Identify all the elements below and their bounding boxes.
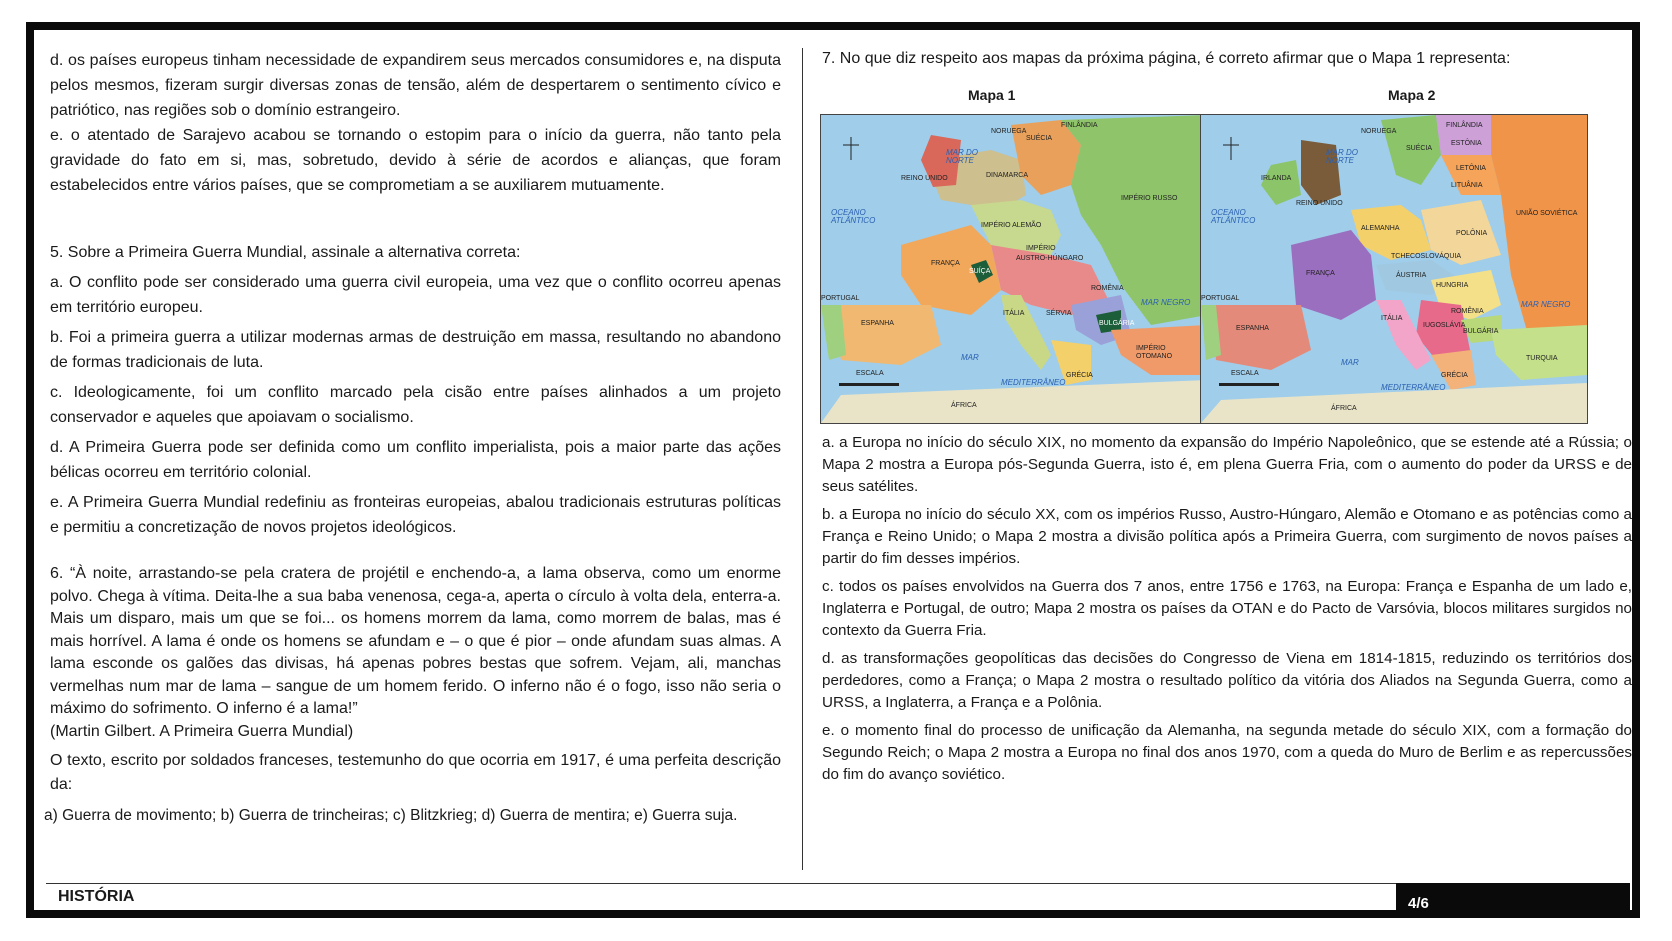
svg-text:ESTÔNIA: ESTÔNIA bbox=[1451, 140, 1482, 147]
svg-text:GRÉCIA: GRÉCIA bbox=[1441, 372, 1468, 379]
svg-text:PORTUGAL: PORTUGAL bbox=[821, 295, 860, 302]
svg-text:MEDITERRÂNEO: MEDITERRÂNEO bbox=[1001, 378, 1066, 387]
svg-text:MAR DO: MAR DO bbox=[946, 148, 978, 157]
q6-quote: 6. “À noite, arrastando-se pela cratera de projétil e enchendo-a, a lama observa, como um enorme polvo. Chega à vítima. Deita-lhe a sua baba venenosa, cega-a, aperta o círculo à volta dela, enterra-a. Mais um disparo, mais um que se foi... os homens morrem da lama, como morrem de balas, mas é mais horrível. A lama é onde os homens se afundam e – o que é pior – onde afundam suas almas. A lama esconde os galões das divisas, há apenas pobres bestas que sofrem. Vejam, ali, manchas vermelhas num mar de lama – sangue de um homem ferido. O inferno não é o fogo, isso não seria o máximo do sofrimento. O inferno é a lama!” bbox=[50, 565, 781, 717]
svg-text:MAR DO: MAR DO bbox=[1326, 148, 1358, 157]
q7-option-e: e. o momento final do processo de unificação da Alemanha, na segunda metade do século XIX, com a formação do Segundo Reich; o Mapa 2 mostra a Europa no final dos anos 1970, com a queda do Muro de Berlim e as repercussões do fim do avanço soviético. bbox=[822, 722, 1632, 783]
map1-title: Mapa 1 bbox=[968, 87, 1016, 103]
page-number-box bbox=[1396, 883, 1630, 918]
page-number: 4/6 bbox=[1408, 895, 1429, 912]
q5-option-a: a. O conflito pode ser considerado uma guerra civil europeia, uma vez que o conflito ocorreu apenas em território europeu. bbox=[50, 274, 781, 316]
svg-text:REINO UNIDO: REINO UNIDO bbox=[901, 175, 948, 182]
svg-text:TCHECOSLOVÁQUIA: TCHECOSLOVÁQUIA bbox=[1391, 253, 1462, 260]
svg-text:ALEMANHA: ALEMANHA bbox=[1361, 225, 1400, 232]
svg-text:OCEANO: OCEANO bbox=[831, 208, 866, 217]
svg-text:TURQUIA: TURQUIA bbox=[1526, 355, 1558, 362]
right-column bbox=[822, 48, 1632, 792]
svg-text:MEDITERRÂNEO: MEDITERRÂNEO bbox=[1381, 383, 1446, 392]
svg-text:LITUÂNIA: LITUÂNIA bbox=[1451, 182, 1483, 189]
svg-text:FRANÇA: FRANÇA bbox=[1306, 270, 1335, 277]
svg-text:BULGÁRIA: BULGÁRIA bbox=[1463, 328, 1499, 335]
svg-text:POLÔNIA: POLÔNIA bbox=[1456, 230, 1488, 237]
svg-text:ESCALA: ESCALA bbox=[1231, 370, 1259, 377]
svg-text:LETÔNIA: LETÔNIA bbox=[1456, 165, 1486, 172]
svg-text:ITÁLIA: ITÁLIA bbox=[1381, 315, 1403, 322]
svg-text:REINO UNIDO: REINO UNIDO bbox=[1296, 200, 1343, 207]
maps-container bbox=[820, 84, 1632, 432]
svg-text:GRÉCIA: GRÉCIA bbox=[1066, 372, 1093, 379]
map2-title: Mapa 2 bbox=[1388, 87, 1436, 103]
svg-text:NORUEGA: NORUEGA bbox=[991, 128, 1027, 135]
q7-option-d: d. as transformações geopolíticas das decisões do Congresso de Viena em 1814-1815, reduzindo os territórios dos perdedores, como a França; o Mapa 2 mostra o resultado político da vitória dos Aliados na Segunda Guerra, como a URSS, a Inglaterra, a França e a Polônia. bbox=[822, 650, 1632, 711]
svg-text:ESPANHA: ESPANHA bbox=[1236, 325, 1269, 332]
svg-text:SUÍÇA: SUÍÇA bbox=[969, 268, 991, 275]
svg-text:ATLÂNTICO: ATLÂNTICO bbox=[1211, 216, 1256, 225]
svg-text:HUNGRIA: HUNGRIA bbox=[1436, 282, 1469, 289]
q5-option-d: d. A Primeira Guerra pode ser definida como um conflito imperialista, pois a maior parte das ações bélicas ocorreu em território colonial. bbox=[50, 439, 781, 481]
svg-text:SÉRVIA: SÉRVIA bbox=[1046, 310, 1072, 317]
q4-option-e: e. o atentado de Sarajevo acabou se tornando o estopim para o início da guerra, não tanto pela gravidade do fato em si, mas, sobretudo, devido à série de acordos e alianças, que foram estabelecidos entre vários países, que se comprometiam a se auxiliarem mutuamente. bbox=[50, 127, 781, 194]
map2-image bbox=[1200, 114, 1588, 424]
svg-text:FINLÂNDIA: FINLÂNDIA bbox=[1061, 122, 1098, 129]
q6-source: (Martin Gilbert. A Primeira Guerra Mundial) bbox=[50, 722, 354, 740]
svg-text:IRLANDA: IRLANDA bbox=[1261, 175, 1292, 182]
svg-text:MAR NEGRO: MAR NEGRO bbox=[1141, 298, 1191, 307]
footer-divider bbox=[46, 883, 1396, 884]
svg-text:OTOMANO: OTOMANO bbox=[1136, 353, 1173, 360]
svg-text:ESPANHA: ESPANHA bbox=[861, 320, 894, 327]
svg-text:AUSTRO-HÚNGARO: AUSTRO-HÚNGARO bbox=[1016, 255, 1084, 262]
map1-image bbox=[820, 114, 1208, 424]
svg-text:FRANÇA: FRANÇA bbox=[931, 260, 960, 267]
q6-answers: a) Guerra de movimento; b) Guerra de trincheiras; c) Blitzkrieg; d) Guerra de mentira; e) Guerra suja. bbox=[44, 807, 738, 824]
svg-text:MAR: MAR bbox=[961, 353, 979, 362]
svg-text:UNIÃO SOVIÉTICA: UNIÃO SOVIÉTICA bbox=[1516, 210, 1578, 217]
svg-text:NORUEGA: NORUEGA bbox=[1361, 128, 1397, 135]
q5-option-b: b. Foi a primeira guerra a utilizar modernas armas de destruição em massa, resultando no abandono de formas tradicionais de luta. bbox=[50, 329, 781, 371]
svg-text:MAR NEGRO: MAR NEGRO bbox=[1521, 300, 1571, 309]
svg-text:IUGOSLÁVIA: IUGOSLÁVIA bbox=[1423, 322, 1466, 329]
svg-text:MAR: MAR bbox=[1341, 358, 1359, 367]
subject-label: HISTÓRIA bbox=[58, 888, 135, 905]
q4-option-d: d. os países europeus tinham necessidade de expandirem seus mercados consumidores e, na disputa pelos mesmos, fizeram surgir diversas zonas de tensão, além de despertarem o sentimento cívico e patriótico, nas regiões sob o domínio estrangeiro. bbox=[50, 52, 781, 119]
svg-text:IMPÉRIO ALEMÃO: IMPÉRIO ALEMÃO bbox=[981, 222, 1042, 229]
q5-option-c: c. Ideologicamente, foi um conflito marcado pela cisão entre países alinhados a um projeto conservador e aqueles que apoiavam o socialismo. bbox=[50, 384, 781, 426]
column-divider bbox=[802, 48, 803, 870]
q7-question: 7. No que diz respeito aos mapas da próxima página, é correto afirmar que o Mapa 1 representa: bbox=[822, 50, 1511, 67]
svg-text:IMPÉRIO: IMPÉRIO bbox=[1136, 345, 1166, 352]
svg-text:ESCALA: ESCALA bbox=[856, 370, 884, 377]
svg-text:ÁFRICA: ÁFRICA bbox=[951, 402, 977, 409]
left-column bbox=[44, 48, 781, 828]
q5-option-e: e. A Primeira Guerra Mundial redefiniu as fronteiras europeias, abalou tradicionais estruturas políticas e permitiu a concretização de novos projetos ideológicos. bbox=[50, 494, 781, 536]
svg-text:SUÉCIA: SUÉCIA bbox=[1026, 135, 1053, 142]
svg-text:IMPÉRIO RUSSO: IMPÉRIO RUSSO bbox=[1121, 195, 1178, 202]
svg-text:OCEANO: OCEANO bbox=[1211, 208, 1246, 217]
svg-text:BULGÁRIA: BULGÁRIA bbox=[1099, 320, 1135, 327]
svg-text:ÁUSTRIA: ÁUSTRIA bbox=[1396, 272, 1427, 279]
svg-text:NORTE: NORTE bbox=[946, 156, 974, 165]
svg-text:IMPÉRIO: IMPÉRIO bbox=[1026, 245, 1056, 252]
svg-text:ROMÊNIA: ROMÊNIA bbox=[1091, 285, 1124, 292]
svg-text:ÁFRICA: ÁFRICA bbox=[1331, 405, 1357, 412]
q5-question: 5. Sobre a Primeira Guerra Mundial, assinale a alternativa correta: bbox=[50, 244, 521, 261]
svg-text:ITÁLIA: ITÁLIA bbox=[1003, 310, 1025, 317]
q6-prompt: O texto, escrito por soldados franceses, testemunho do que ocorria em 1917, é uma perfeita descrição da: bbox=[50, 752, 781, 793]
svg-text:NORTE: NORTE bbox=[1326, 156, 1354, 165]
svg-text:ATLÂNTICO: ATLÂNTICO bbox=[831, 216, 876, 225]
svg-text:SUÉCIA: SUÉCIA bbox=[1406, 145, 1433, 152]
svg-text:ROMÊNIA: ROMÊNIA bbox=[1451, 308, 1484, 315]
svg-text:DINAMARCA: DINAMARCA bbox=[986, 172, 1029, 179]
svg-text:FINLÂNDIA: FINLÂNDIA bbox=[1446, 122, 1483, 129]
q7-option-c: c. todos os países envolvidos na Guerra dos 7 anos, entre 1756 e 1763, na Europa: França e Espanha de um lado e, Inglaterra e Portugal, de outro; Mapa 2 mostra os países da OTAN e do Pacto de Varsóvia, blocos militares surgidos no contexto da Guerra Fria. bbox=[822, 578, 1632, 639]
q7-option-b: b. a Europa no início do século XX, com os impérios Russo, Austro-Húngaro, Alemão e Otomano e as potências como a França e Reino Unido; o Mapa 2 mostra a divisão política após a Primeira Guerra, com surgimento de novos países a partir do fim desses impérios. bbox=[822, 506, 1632, 567]
q7-option-a: a. a Europa no início do século XIX, no momento da expansão do Império Napoleônico, que se estende até a Rússia; o Mapa 2 mostra a Europa pós-Segunda Guerra, isto é, em plena Guerra Fria, com o aumento do poder da URSS e de seus satélites. bbox=[822, 434, 1632, 495]
svg-text:PORTUGAL: PORTUGAL bbox=[1201, 295, 1240, 302]
